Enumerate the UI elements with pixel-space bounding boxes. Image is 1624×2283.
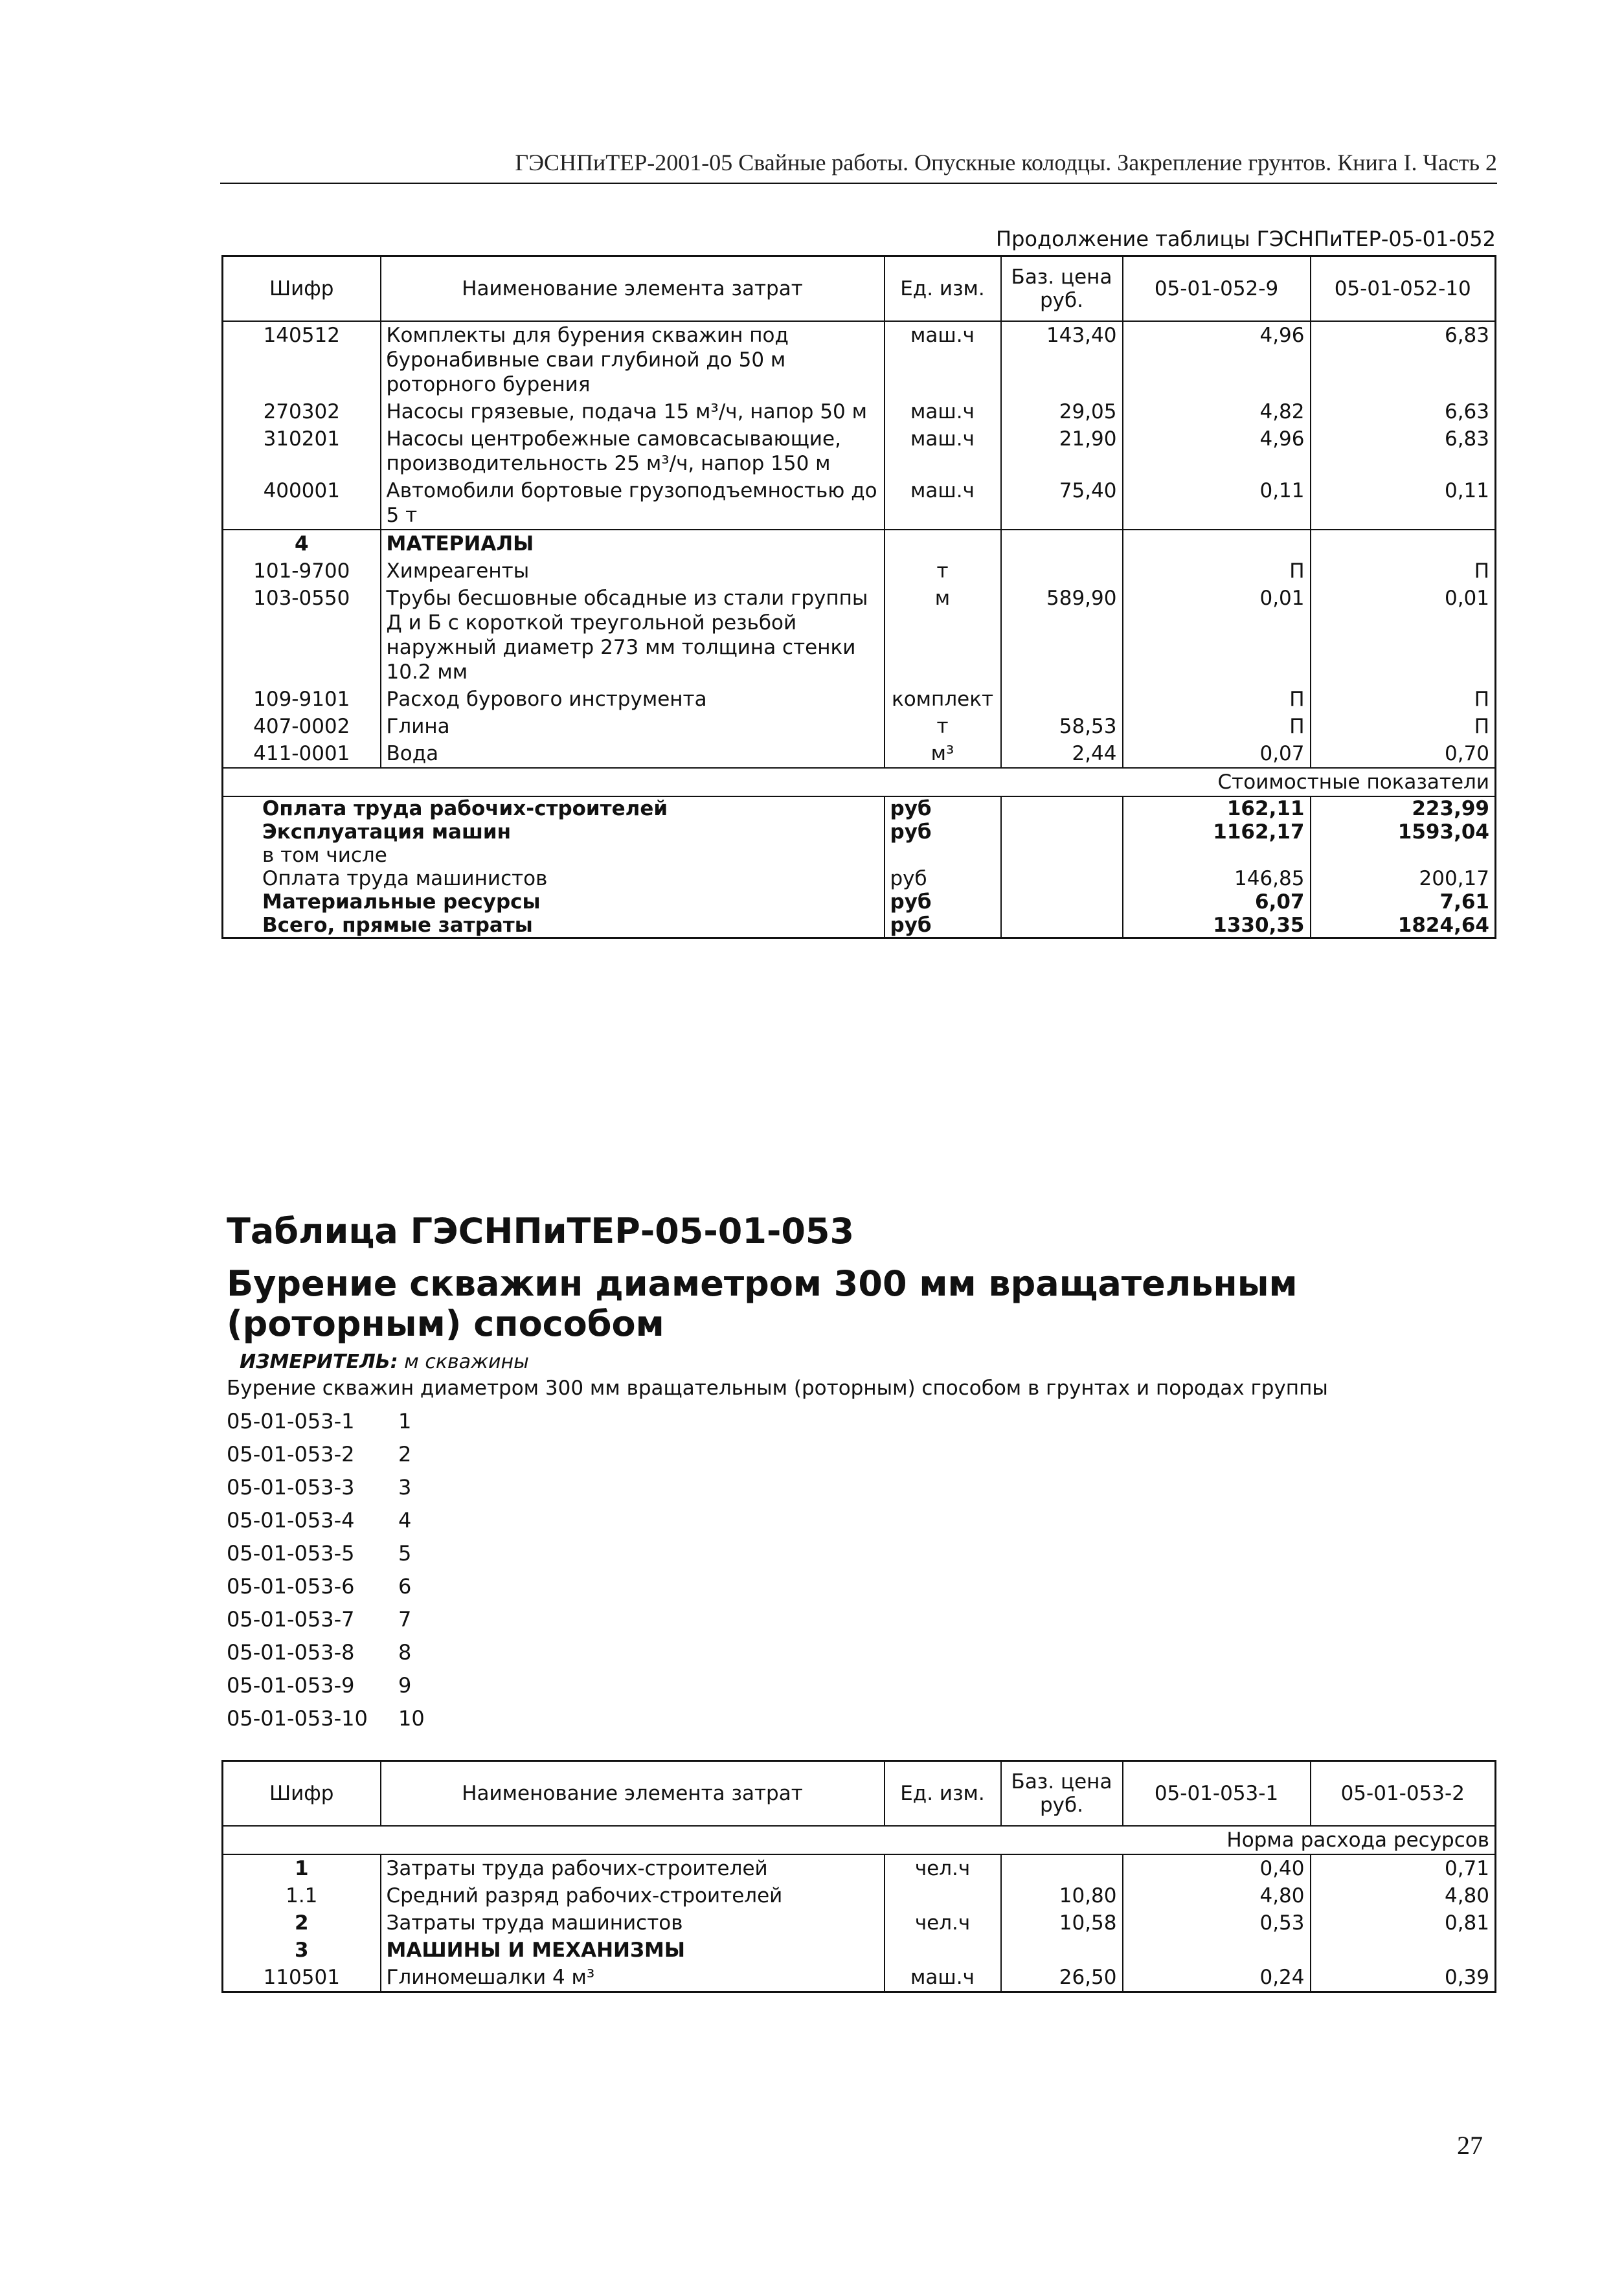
- cost-price-empty: [1001, 914, 1123, 938]
- row-name: МАШИНЫ И МЕХАНИЗМЫ: [381, 1937, 885, 1964]
- row-price: 10,80: [1001, 1882, 1123, 1909]
- row-value-col2: 0,11: [1311, 477, 1496, 530]
- row-unit: т: [885, 557, 1001, 585]
- header-name: Наименование элемента затрат: [381, 256, 885, 321]
- row-unit: [885, 1882, 1001, 1909]
- code-list-item: [227, 1475, 425, 1508]
- running-header: ГЭСНПиТЕР-2001-05 Свайные работы. Опускные колодцы. Закрепление грунтов. Книга I. Часть 2: [515, 150, 1497, 175]
- measure-value: м скважины: [404, 1351, 529, 1373]
- code-list-item: [227, 1607, 425, 1640]
- table-row: [223, 713, 1496, 740]
- section-subtitle: Бурение скважин диаметром 300 мм вращательным (роторным) способом: [227, 1263, 1298, 1344]
- section-title: Таблица ГЭСНПиТЕР-05-01-053: [227, 1211, 855, 1252]
- row-value-col2: П: [1311, 686, 1496, 713]
- row-price: [1001, 686, 1123, 713]
- code-list-group: 7: [398, 1607, 412, 1632]
- row-value-col1: 0,24: [1123, 1964, 1311, 1992]
- cost-row: [223, 844, 1496, 867]
- cost-row: [223, 890, 1496, 914]
- code-list-group: 9: [398, 1673, 412, 1698]
- row-price: 2,44: [1001, 740, 1123, 768]
- row-value-col1: 4,96: [1123, 425, 1311, 477]
- table-row: [223, 686, 1496, 713]
- row-value-col2: П: [1311, 713, 1496, 740]
- code-list-code: 05-01-053-8: [227, 1640, 355, 1665]
- row-price: [1001, 530, 1123, 557]
- cost-value-col2: 1593,04: [1311, 820, 1496, 844]
- row-value-col1: П: [1123, 686, 1311, 713]
- row-price: 21,90: [1001, 425, 1123, 477]
- row-value-col1: 4,96: [1123, 321, 1311, 398]
- cost-unit: руб: [885, 796, 1001, 820]
- table-row: [223, 425, 1496, 477]
- row-value-col2: 0,39: [1311, 1964, 1496, 1992]
- row-value-col1: [1123, 530, 1311, 557]
- cost-value-col1: 162,11: [1123, 796, 1311, 820]
- row-value-col1: 0,53: [1123, 1909, 1311, 1937]
- code-list-item: [227, 1409, 425, 1442]
- row-value-col2: 0,01: [1311, 585, 1496, 686]
- row-code: 400001: [263, 478, 340, 502]
- norm-caption: Норма расхода ресурсов: [1123, 1826, 1496, 1854]
- row-value-col2: 6,83: [1311, 321, 1496, 398]
- code-list-group: 6: [398, 1574, 412, 1599]
- cost-value-col1: 146,85: [1123, 867, 1311, 890]
- row-unit: м³: [885, 740, 1001, 768]
- cost-caption-spacer: [223, 768, 1123, 796]
- cost-value-col1: 1330,35: [1123, 914, 1311, 938]
- header-name: Наименование элемента затрат: [381, 1761, 885, 1826]
- row-code: 109-9101: [253, 687, 350, 711]
- row-name: Химреагенты: [381, 557, 885, 585]
- row-name: Глина: [381, 713, 885, 740]
- table-row: [223, 398, 1496, 425]
- code-list-group: 5: [398, 1541, 412, 1566]
- row-value-col1: 4,82: [1123, 398, 1311, 425]
- cost-row: [223, 820, 1496, 844]
- row-name: Насосы грязевые, подача 15 м³/ч, напор 50 м: [381, 398, 885, 425]
- header-price: Баз. цена руб.: [1001, 1761, 1123, 1826]
- row-price: 589,90: [1001, 585, 1123, 686]
- code-list-code: 05-01-053-10: [227, 1706, 368, 1731]
- row-name: Автомобили бортовые грузоподъемностью до 5 т: [381, 477, 885, 530]
- row-value-col1: П: [1123, 557, 1311, 585]
- row-value-col2: 6,63: [1311, 398, 1496, 425]
- row-code: 1.1: [286, 1884, 318, 1907]
- row-name: Вода: [381, 740, 885, 768]
- row-unit: [885, 1937, 1001, 1964]
- row-value-col2: 4,80: [1311, 1882, 1496, 1909]
- row-unit: [885, 530, 1001, 557]
- row-value-col1: 0,07: [1123, 740, 1311, 768]
- cost-value-col2: 223,99: [1311, 796, 1496, 820]
- code-list-item: [227, 1706, 425, 1739]
- row-name: Расход бурового инструмента: [381, 686, 885, 713]
- cost-name: Оплата труда машинистов: [262, 866, 548, 890]
- code-list-code: 05-01-053-6: [227, 1574, 355, 1599]
- cost-value-col1: 1162,17: [1123, 820, 1311, 844]
- cost-row: [223, 796, 1496, 820]
- resource-table-052: [221, 255, 1496, 939]
- row-unit: м: [885, 585, 1001, 686]
- code-list-code: 05-01-053-9: [227, 1673, 355, 1698]
- table-row: [223, 1937, 1496, 1964]
- row-price: 29,05: [1001, 398, 1123, 425]
- table-body: [223, 321, 1496, 768]
- table-row: [223, 1854, 1496, 1882]
- table-row: [223, 740, 1496, 768]
- row-value-col2: П: [1311, 557, 1496, 585]
- resource-table-053: [221, 1760, 1496, 1993]
- row-unit: комплект: [885, 686, 1001, 713]
- section-description: Бурение скважин диаметром 300 мм вращательным (роторным) способом в грунтах и породах группы: [227, 1377, 1328, 1400]
- header-unit: Ед. изм.: [885, 256, 1001, 321]
- cost-value-col1: 6,07: [1123, 890, 1311, 914]
- table-body: [223, 1854, 1496, 1992]
- row-code: 2: [294, 1911, 309, 1935]
- cost-unit: руб: [885, 914, 1001, 938]
- row-price: [1001, 1937, 1123, 1964]
- row-price: 143,40: [1001, 321, 1123, 398]
- cost-name: Материальные ресурсы: [262, 890, 541, 914]
- row-code: 310201: [263, 427, 340, 451]
- code-list-item: [227, 1640, 425, 1673]
- row-name: Затраты труда рабочих-строителей: [381, 1854, 885, 1882]
- row-unit: маш.ч: [885, 477, 1001, 530]
- row-code: 4: [223, 530, 381, 557]
- table-continuation-caption: Продолжение таблицы ГЭСНПиТЕР-05-01-052: [996, 227, 1496, 251]
- row-value-col1: П: [1123, 713, 1311, 740]
- row-name: Трубы бесшовные обсадные из стали группы Д и Б с короткой треугольной резьбой наружный диаметр 273 мм толщина стенки 10.2 мм: [381, 585, 885, 686]
- cost-name: в том числе: [262, 843, 387, 867]
- header-code: Шифр: [223, 256, 381, 321]
- table-header-row: [223, 1761, 1496, 1826]
- cost-caption-row: [223, 768, 1496, 796]
- row-unit: маш.ч: [885, 321, 1001, 398]
- table-row: [223, 477, 1496, 530]
- cost-unit: [885, 844, 1001, 867]
- code-list-item: [227, 1574, 425, 1607]
- cost-unit: руб: [885, 820, 1001, 844]
- header-unit: Ед. изм.: [885, 1761, 1001, 1826]
- table-row: [223, 1964, 1496, 1992]
- cost-row: [223, 914, 1496, 938]
- row-code: 101-9700: [253, 559, 350, 583]
- measure-line: [240, 1351, 529, 1373]
- code-list-item: [227, 1541, 425, 1574]
- header-col1: 05-01-052-9: [1123, 256, 1311, 321]
- row-price: 75,40: [1001, 477, 1123, 530]
- table-row: [223, 1882, 1496, 1909]
- code-list: [227, 1409, 425, 1739]
- row-value-col2: [1311, 1937, 1496, 1964]
- table-row: [223, 585, 1496, 686]
- row-name: Комплекты для бурения скважин под буронабивные сваи глубиной до 50 м роторного бурения: [381, 321, 885, 398]
- row-code: 103-0550: [253, 586, 350, 610]
- header-price: Баз. цена руб.: [1001, 256, 1123, 321]
- row-name: Средний разряд рабочих-строителей: [381, 1882, 885, 1909]
- cost-name: Всего, прямые затраты: [262, 913, 533, 937]
- cost-value-col2: 1824,64: [1311, 914, 1496, 938]
- code-list-code: 05-01-053-5: [227, 1541, 355, 1566]
- row-value-col2: 0,70: [1311, 740, 1496, 768]
- cost-price-empty: [1001, 820, 1123, 844]
- row-price: 26,50: [1001, 1964, 1123, 1992]
- cost-price-empty: [1001, 844, 1123, 867]
- row-unit: маш.ч: [885, 1964, 1001, 1992]
- page-number: 27: [1457, 2131, 1483, 2160]
- row-name: МАТЕРИАЛЫ: [381, 530, 885, 557]
- cost-unit: руб: [885, 890, 1001, 914]
- code-list-group: 2: [398, 1442, 412, 1467]
- header-rule: [220, 183, 1497, 184]
- code-list-code: 05-01-053-4: [227, 1508, 355, 1533]
- code-list-code: 05-01-053-7: [227, 1607, 355, 1632]
- header-col2: 05-01-053-2: [1311, 1761, 1496, 1826]
- code-list-item: [227, 1442, 425, 1475]
- code-list-code: 05-01-053-1: [227, 1409, 355, 1434]
- code-list-group: 8: [398, 1640, 412, 1665]
- cost-caption: Стоимостные показатели: [1123, 768, 1496, 796]
- row-price: [1001, 557, 1123, 585]
- cost-name: Оплата труда рабочих-строителей: [223, 796, 885, 820]
- cost-value-col1: [1123, 844, 1311, 867]
- cost-price-empty: [1001, 890, 1123, 914]
- code-list-group: 3: [398, 1475, 412, 1500]
- table-row: [223, 321, 1496, 398]
- header-col2: 05-01-052-10: [1311, 256, 1496, 321]
- row-value-col2: [1311, 530, 1496, 557]
- row-price: 10,58: [1001, 1909, 1123, 1937]
- code-list-item: [227, 1673, 425, 1706]
- row-code: 407-0002: [253, 714, 350, 738]
- cost-value-col2: 7,61: [1311, 890, 1496, 914]
- cost-body: [223, 796, 1496, 938]
- measure-label: ИЗМЕРИТЕЛЬ:: [240, 1351, 398, 1373]
- table-row: [223, 1909, 1496, 1937]
- row-value-col2: 0,71: [1311, 1854, 1496, 1882]
- table-header-row: [223, 256, 1496, 321]
- row-price: 58,53: [1001, 713, 1123, 740]
- norm-caption-spacer: [223, 1826, 1123, 1854]
- cost-row: [223, 867, 1496, 890]
- row-code: 110501: [263, 1965, 340, 1989]
- code-list-code: 05-01-053-3: [227, 1475, 355, 1500]
- code-list-code: 05-01-053-2: [227, 1442, 355, 1467]
- header-col1: 05-01-053-1: [1123, 1761, 1311, 1826]
- row-name: Затраты труда машинистов: [381, 1909, 885, 1937]
- row-code: 3: [294, 1938, 309, 1962]
- cost-unit: руб: [885, 867, 1001, 890]
- row-value-col1: [1123, 1937, 1311, 1964]
- row-code: 140512: [263, 323, 340, 347]
- cost-value-col2: [1311, 844, 1496, 867]
- table-row: [223, 530, 1496, 557]
- code-list-group: 10: [398, 1706, 425, 1731]
- cost-name: Эксплуатация машин: [262, 820, 512, 844]
- row-code: 411-0001: [253, 741, 350, 765]
- row-unit: чел.ч: [885, 1909, 1001, 1937]
- code-list-item: [227, 1508, 425, 1541]
- table-row: [223, 557, 1496, 585]
- row-name: Насосы центробежные самовсасывающие, производительность 25 м³/ч, напор 150 м: [381, 425, 885, 477]
- cost-price-empty: [1001, 867, 1123, 890]
- row-unit: чел.ч: [885, 1854, 1001, 1882]
- code-list-group: 1: [398, 1409, 412, 1434]
- header-code: Шифр: [223, 1761, 381, 1826]
- cost-value-col2: 200,17: [1311, 867, 1496, 890]
- row-unit: маш.ч: [885, 425, 1001, 477]
- code-list-group: 4: [398, 1508, 412, 1533]
- norm-caption-row: [223, 1826, 1496, 1854]
- row-value-col1: 0,40: [1123, 1854, 1311, 1882]
- row-name: Глиномешалки 4 м³: [381, 1964, 885, 1992]
- row-value-col2: 6,83: [1311, 425, 1496, 477]
- row-code: 1: [294, 1856, 309, 1880]
- row-unit: т: [885, 713, 1001, 740]
- row-value-col1: 0,01: [1123, 585, 1311, 686]
- row-unit: маш.ч: [885, 398, 1001, 425]
- row-value-col2: 0,81: [1311, 1909, 1496, 1937]
- row-value-col1: 4,80: [1123, 1882, 1311, 1909]
- row-value-col1: 0,11: [1123, 477, 1311, 530]
- cost-price-empty: [1001, 796, 1123, 820]
- row-code: 270302: [263, 399, 340, 423]
- row-price: [1001, 1854, 1123, 1882]
